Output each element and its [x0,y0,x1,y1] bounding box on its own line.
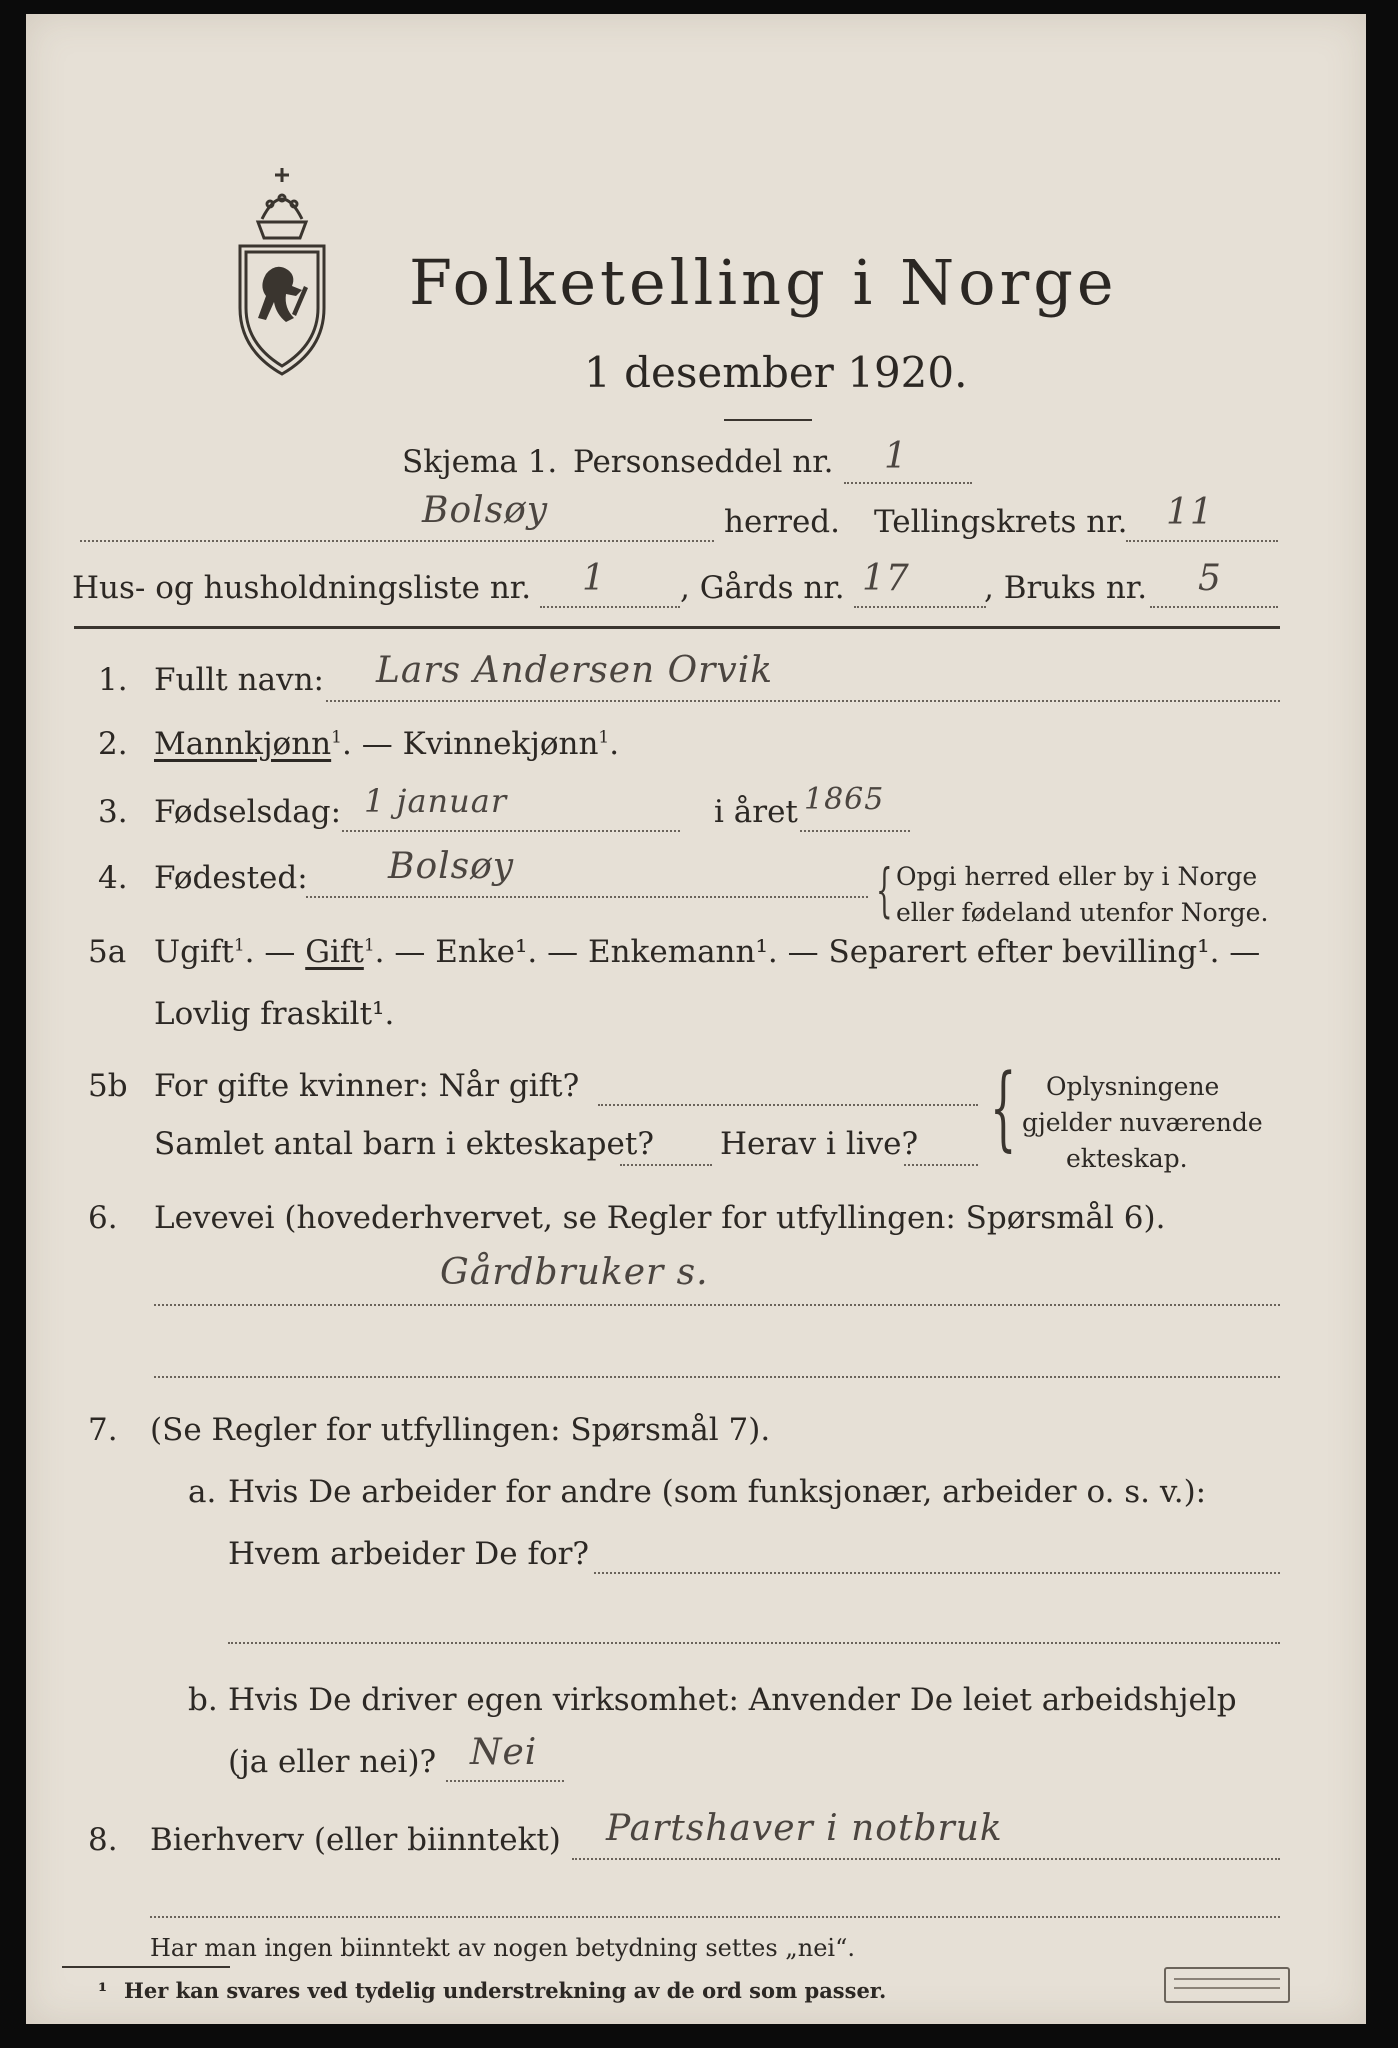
tellingskrets-label: Tellingskrets nr. [874,504,1128,540]
birthday-value: 1 januar [364,782,508,820]
hired-help-field-line [446,1780,564,1782]
bruks-label: , Bruks nr. [984,570,1148,606]
birth-year-label: i året [714,794,798,830]
census-date: 1 desember 1920. [584,348,968,397]
schema-label: Skjema 1. [402,444,558,480]
question-1-number: 1. [98,662,128,698]
full-name-value: Lars Andersen Orvik [376,650,774,691]
marital-other-options: — Enke¹. — Enkemann¹. — Separert efter bevilling¹. — [394,934,1261,970]
children-total-field-line [620,1164,712,1166]
question-3-number: 3. [98,794,128,830]
marital-divorced-option: Lovlig fraskilt¹. [154,996,395,1032]
marriage-note-line-3: ekteskap. [1066,1144,1188,1173]
birth-year-value: 1865 [804,782,885,817]
question-4-number: 4. [98,860,128,896]
birthplace-label: Fødested: [154,860,308,896]
birthplace-note-brace: { [876,856,893,924]
full-name-label: Fullt navn: [154,662,324,698]
side-income-value: Partshaver i notbruk [606,1808,1003,1849]
birthday-label: Fødselsdag: [154,794,342,830]
side-income-footnote: Har man ingen biinntekt av nogen betydning settes „nei“. [150,1934,855,1962]
birth-year-field-line [800,830,910,832]
question-6-number: 6. [88,1200,118,1236]
personseddel-value: 1 [884,436,908,477]
marital-gift-option: Gift [305,934,364,970]
household-list-field-line [540,606,680,608]
employer-field-line-2 [228,1642,1280,1644]
personseddel-field-line [844,482,972,484]
marital-status-options: Ugift$^1$. — Gift$^1$. — Enke¹. — Enkemann¹. — Separert efter bevilling¹. — [154,934,1261,970]
printer-stamp [1164,1967,1290,2003]
side-income-field-line-2 [150,1916,1280,1918]
full-name-field-line [326,700,1280,702]
gender-male-option: Mannkjønn [154,726,332,762]
question-5a-number: 5a [88,934,127,970]
tellingskrets-value: 11 [1166,492,1214,533]
gards-value: 17 [862,558,910,599]
birthplace-field-line [306,896,868,898]
header-separator [74,626,1280,629]
question-7a-text: Hvis De arbeider for andre (som funksjonær, arbeider o. s. v.): [228,1474,1207,1510]
side-income-label: Bierhverv (eller biinntekt) [150,1822,561,1858]
census-form-sheet [26,14,1366,2024]
title-divider [724,419,812,421]
herred-label: herred. [724,504,840,540]
tellingskrets-field-line [1126,540,1278,542]
bruks-value: 5 [1198,558,1222,599]
occupation-value: Gårdbruker s. [440,1252,709,1293]
question-7b-letter: b. [188,1682,218,1718]
married-women-label: For gifte kvinner: Når gift? [154,1068,580,1104]
children-total-label: Samlet antal barn i ekteskapet? [154,1126,654,1162]
herred-value: Bolsøy [422,490,549,531]
married-when-field-line [598,1104,978,1106]
employer-field-line-1 [594,1572,1280,1574]
gender-separator: . — [341,726,393,762]
gender-female-footnote-mark: 1 [598,727,610,748]
question-8-number: 8. [88,1822,118,1858]
occupation-label: Levevei (hovederhvervet, se Regler for utfyllingen: Spørsmål 6). [154,1200,1166,1236]
gards-label: , Gårds nr. [680,570,845,606]
underline-footnote: Her kan svares ved tydelig understrekning av de ord som passer. [124,1978,887,2003]
gender-options [154,726,619,762]
footnote-mark: ¹ [98,1978,108,2003]
side-income-field-line-1 [572,1858,1280,1860]
birthplace-value: Bolsøy [388,846,515,887]
question-7b-text: Hvis De driver egen virksomhet: Anvender De leiet arbeidshjelp [228,1682,1237,1718]
gender-end: . [609,726,620,762]
children-alive-field-line [904,1164,978,1166]
marriage-note-line-2: gjelder nuværende [1022,1108,1263,1137]
hired-help-value: Nei [470,1732,538,1773]
birthplace-note-line-2: eller fødeland utenfor Norge. [896,898,1269,927]
household-list-label: Hus- og husholdningsliste nr. [72,570,532,606]
gender-male-footnote-mark: 1 [331,727,342,748]
birthplace-note-line-1: Opgi herred eller by i Norge [896,862,1258,891]
question-7-number: 7. [88,1412,118,1448]
children-alive-label: Herav i live? [720,1126,919,1162]
hired-help-question-label: (ja eller nei)? [228,1744,437,1780]
occupation-field-line-2 [154,1376,1280,1378]
marital-ugift-option: Ugift [154,934,234,970]
question-2-number: 2. [98,726,128,762]
marriage-note-brace: { [990,1054,1017,1161]
birthday-field-line [342,830,680,832]
herred-field-line [80,540,714,542]
footnote-separator [62,1966,230,1968]
bruks-field-line [1150,606,1278,608]
marriage-note-line-1: Oplysningene [1046,1072,1220,1101]
employer-question-label: Hvem arbeider De for? [228,1536,590,1572]
personseddel-label: Personseddel nr. [573,444,834,480]
gender-female-option: Kvinnekjønn [402,726,599,762]
gards-field-line [854,606,986,608]
form-title: Folketelling i Norge [409,246,1118,319]
norway-coat-of-arms-icon [232,164,332,379]
question-5b-number: 5b [88,1068,128,1104]
employment-label: (Se Regler for utfyllingen: Spørsmål 7). [150,1412,771,1448]
occupation-field-line-1 [154,1304,1280,1306]
question-7a-letter: a. [188,1474,217,1510]
household-list-value: 1 [582,558,606,599]
